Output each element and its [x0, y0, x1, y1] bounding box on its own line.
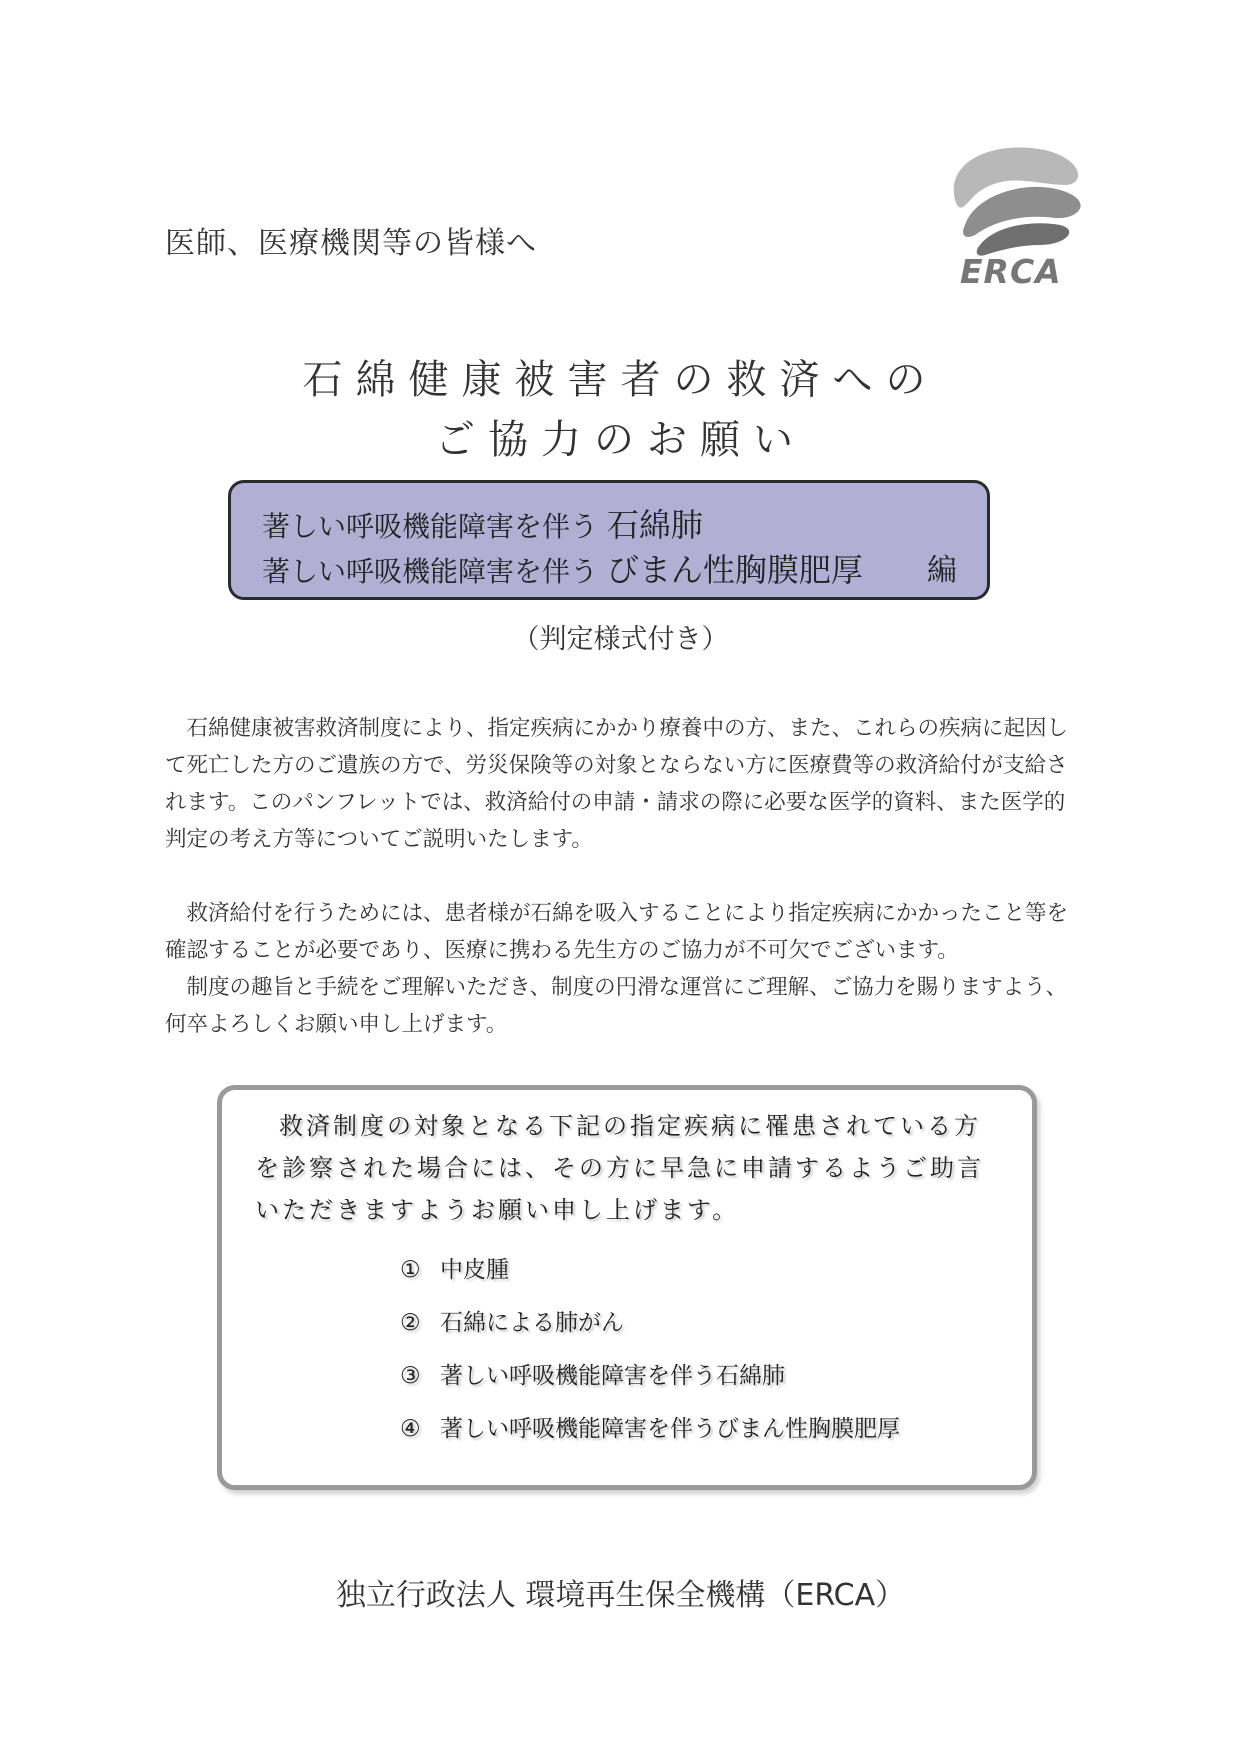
appendix-note: （判定様式付き） — [512, 624, 729, 655]
list-item — [400, 1255, 900, 1308]
list-number: ② — [400, 1310, 421, 1336]
list-number: ③ — [400, 1363, 421, 1389]
disease-name: 石綿による肺がん — [440, 1310, 624, 1336]
list-item — [400, 1414, 900, 1467]
page-title-line2: ご協力のお願い — [435, 417, 806, 463]
notice-text — [255, 1105, 1000, 1231]
list-item — [400, 1308, 900, 1361]
list-number: ① — [400, 1257, 421, 1283]
intro-paragraph — [165, 710, 1075, 858]
subtitle-line2 — [262, 545, 863, 591]
subtitle-line2-prefix: 著しい呼吸機能障害を伴う — [262, 555, 599, 588]
list-item — [400, 1361, 900, 1414]
subtitle-suffix: 編 — [927, 553, 957, 588]
subtitle-line1-main: 石綿肺 — [606, 506, 703, 544]
logo-text: ERCA — [960, 252, 1062, 291]
paragraph: 救済給付を行うためには、患者様が石綿を吸入することにより指定疾病にかかったこと等を確認することが必要であり、医療に携わる先生方のご協力が不可欠でございます。 — [165, 901, 1069, 963]
disease-name: 著しい呼吸機能障害を伴うびまん性胸膜肥厚 — [440, 1416, 900, 1442]
addressee: 医師、医療機関等の皆様へ — [165, 226, 537, 261]
subtitle-line2-main: びまん性胸膜肥厚 — [606, 551, 863, 589]
subtitle-line1-prefix: 著しい呼吸機能障害を伴う — [262, 510, 599, 543]
page-title-line1: 石綿健康被害者の救済への — [302, 357, 939, 403]
request-paragraphs — [165, 895, 1075, 1043]
disease-name: 中皮腫 — [440, 1257, 509, 1283]
list-number: ④ — [400, 1416, 421, 1442]
subtitle-line1 — [262, 500, 703, 546]
disease-list — [400, 1255, 900, 1467]
disease-name: 著しい呼吸機能障害を伴う石綿肺 — [440, 1363, 785, 1389]
notice-paragraph: 救済制度の対象となる下記の指定疾病に罹患されている方を診察された場合には、その方に早急に申請するようご助言いただきますようお願い申し上げます。 — [255, 1112, 984, 1224]
paragraph: 制度の趣旨と手続をご理解いただき、制度の円滑な運営にご理解、ご協力を賜りますよう、何卒よろしくお願い申し上げます。 — [165, 975, 1068, 1037]
publisher-footer: 独立行政法人 環境再生保全機構（ERCA） — [335, 1578, 906, 1613]
paragraph: 石綿健康被害救済制度により、指定疾病にかかり療養中の方、また、これらの疾病に起因して死亡した方のご遺族の方で、労災保険等の対象とならない方に医療費等の救済給付が支給されます。このパンフレットでは、救済給付の申請・請求の際に必要な医学的資料、また医学的判定の考え方等についてご説明いたします。 — [165, 716, 1069, 852]
